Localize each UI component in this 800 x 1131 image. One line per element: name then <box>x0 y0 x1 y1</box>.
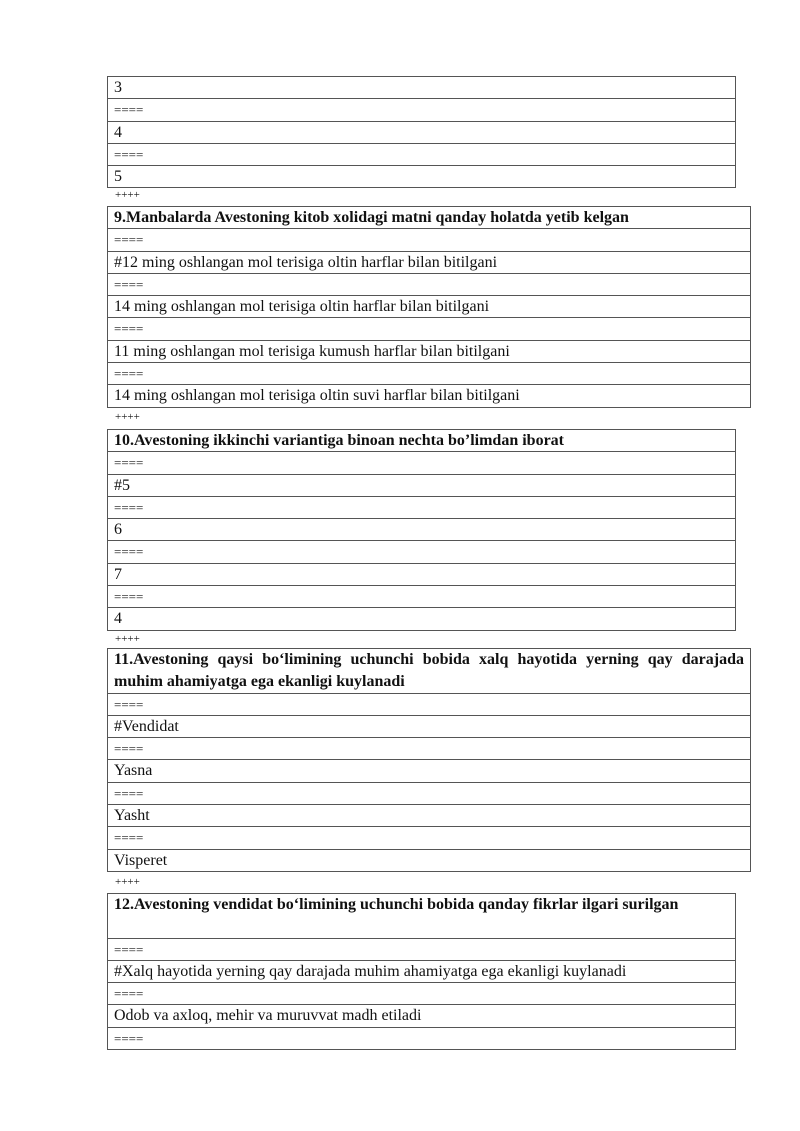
question-delimiter: ++++ <box>115 411 140 423</box>
separator: ==== <box>108 274 750 296</box>
answer-option-correct: #5 <box>108 475 735 497</box>
answer-option-correct: #Vendidat <box>108 716 750 738</box>
answer-option: 7 <box>108 564 735 586</box>
question-text: 11.Avestoning qaysi bo‘limining uchunchi bobida xalq hayotida yerning qay darajada muhim ahamiyatga ega ekanligi kuylanadi <box>108 649 750 694</box>
question-delimiter: ++++ <box>115 189 140 201</box>
separator: ==== <box>108 318 750 340</box>
answer-option: 6 <box>108 519 735 541</box>
question-block-10 <box>107 429 736 631</box>
separator: ==== <box>108 738 750 760</box>
separator: ==== <box>108 939 735 961</box>
separator: ==== <box>108 363 750 385</box>
question-text: 9.Manbalarda Avestoning kitob xolidagi matni qanday holatda yetib kelgan <box>108 207 750 229</box>
separator: ==== <box>108 497 735 519</box>
answer-option: Yasna <box>108 760 750 782</box>
question-text: 10.Avestoning ikkinchi variantiga binoan nechta bo’limdan iborat <box>108 430 735 452</box>
answer-option: Yasht <box>108 805 750 827</box>
question-delimiter: ++++ <box>115 633 140 645</box>
answer-option: Visperet <box>108 850 750 872</box>
answer-option: 14 ming oshlangan mol terisiga oltin suvi harflar bilan bitilgani <box>108 385 750 407</box>
separator: ==== <box>108 1028 735 1050</box>
separator: ==== <box>108 983 735 1005</box>
separator: ==== <box>108 541 735 563</box>
separator: ==== <box>108 586 735 608</box>
answer-option: 4 <box>108 122 735 144</box>
answer-option: 14 ming oshlangan mol terisiga oltin harflar bilan bitilgani <box>108 296 750 318</box>
separator: ==== <box>108 452 735 474</box>
separator: ==== <box>108 144 735 166</box>
answer-block-q8 <box>107 76 736 188</box>
answer-option: 4 <box>108 608 735 630</box>
answer-option: 5 <box>108 166 735 188</box>
separator: ==== <box>108 694 750 716</box>
answer-option: 3 <box>108 77 735 99</box>
separator: ==== <box>108 99 735 121</box>
answer-option: 11 ming oshlangan mol terisiga kumush harflar bilan bitilgani <box>108 341 750 363</box>
separator: ==== <box>108 827 750 849</box>
question-block-11 <box>107 648 751 872</box>
question-text: 12.Avestoning vendidat bo‘limining uchunchi bobida qanday fikrlar ilgari surilgan <box>108 894 735 939</box>
question-block-12 <box>107 893 736 1050</box>
question-block-9 <box>107 206 751 408</box>
answer-option: Odob va axloq, mehir va muruvvat madh etiladi <box>108 1005 735 1027</box>
separator: ==== <box>108 783 750 805</box>
separator: ==== <box>108 229 750 251</box>
question-delimiter: ++++ <box>115 876 140 888</box>
answer-option-correct: #Xalq hayotida yerning qay darajada muhim ahamiyatga ega ekanligi kuylanadi <box>108 961 735 983</box>
answer-option-correct: #12 ming oshlangan mol terisiga oltin harflar bilan bitilgani <box>108 252 750 274</box>
